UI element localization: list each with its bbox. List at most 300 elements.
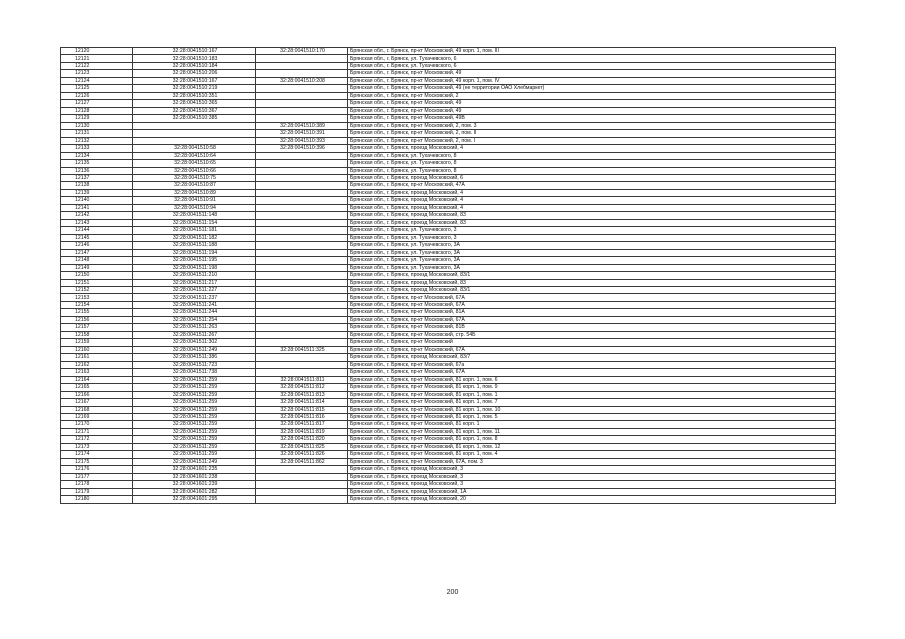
row-number-cell: 12129 [61, 115, 133, 122]
cadastral-number-cell: 32:28:0041510:367 [133, 107, 256, 114]
cadastral-number-cell: 32:28:0041510:167 [133, 48, 256, 55]
parent-cadastral-number-cell [256, 331, 348, 338]
row-number-cell: 12169 [61, 413, 133, 420]
cadastral-number-cell: 32:28:0041510:365 [133, 100, 256, 107]
table-row [61, 354, 836, 361]
address-cell: Брянская обл., г. Брянск, пр-кт Московский, 81 корп. 1, пом. 5 [348, 413, 836, 420]
cadastral-number-cell: 32:28:0041511:259 [133, 384, 256, 391]
table-row [61, 361, 836, 368]
address-cell: Брянская обл., г. Брянск, пр-кт Московский, 49 [348, 100, 836, 107]
cadastral-number-cell: 32:28:0041511:241 [133, 301, 256, 308]
table-row [61, 249, 836, 256]
table-row [61, 451, 836, 458]
cadastral-number-cell: 32:28:0041601:239 [133, 481, 256, 488]
cadastral-number-cell: 32:28:0041511:267 [133, 331, 256, 338]
address-cell: Брянская обл., г. Брянск, проезд Московский, 1А [348, 488, 836, 495]
address-cell: Брянская обл., г. Брянск, проезд Московский, 83 [348, 279, 836, 286]
parent-cadastral-number-cell [256, 197, 348, 204]
address-cell: Брянская обл., г. Брянск, пр-кт Московский, 81 корп. 1, пом. 9 [348, 384, 836, 391]
parent-cadastral-number-cell [256, 316, 348, 323]
row-number-cell: 12166 [61, 391, 133, 398]
table-row [61, 48, 836, 55]
cadastral-number-cell: 32:28:0041511:259 [133, 443, 256, 450]
cadastral-number-cell: 32:28:0041511:259 [133, 391, 256, 398]
address-cell: Брянская обл., г. Брянск, проезд Московский, 83 [348, 212, 836, 219]
table-row [61, 331, 836, 338]
cadastral-number-cell: 32:28:0041510:167 [133, 77, 256, 84]
table-row [61, 189, 836, 196]
row-number-cell: 12160 [61, 346, 133, 353]
parent-cadastral-number-cell [256, 279, 348, 286]
address-cell: Брянская обл., г. Брянск, пр-кт Московский, 67А [348, 301, 836, 308]
row-number-cell: 12144 [61, 227, 133, 234]
address-cell: Брянская обл., г. Брянск, ул. Тухачевского, 6 [348, 62, 836, 69]
cadastral-number-cell: 32:28:0041510:64 [133, 152, 256, 159]
cadastral-number-cell: 32:28:0041511:237 [133, 294, 256, 301]
parent-cadastral-number-cell: 32:28:0041511:815 [256, 406, 348, 413]
table-row [61, 421, 836, 428]
address-cell: Брянская обл., г. Брянск, проезд Московский, 83/1 [348, 287, 836, 294]
row-number-cell: 12151 [61, 279, 133, 286]
cadastral-number-cell: 32:28:0041510:385 [133, 115, 256, 122]
address-cell: Брянская обл., г. Брянск, пр-кт Московский, 81В [348, 324, 836, 331]
parent-cadastral-number-cell [256, 204, 348, 211]
row-number-cell: 12175 [61, 458, 133, 465]
table-row [61, 174, 836, 181]
table-row [61, 137, 836, 144]
register-table [60, 47, 836, 504]
row-number-cell: 12142 [61, 212, 133, 219]
table-row [61, 197, 836, 204]
table-row [61, 324, 836, 331]
parent-cadastral-number-cell: 32:28:0041510:391 [256, 130, 348, 137]
parent-cadastral-number-cell [256, 264, 348, 271]
cadastral-number-cell: 32:28:0041510:206 [133, 70, 256, 77]
cadastral-number-cell: 32:28:0041510:66 [133, 167, 256, 174]
table-body [61, 48, 836, 504]
address-cell: Брянская обл., г. Брянск, пр-кт Московский, 81 корп. 1, пом. 11 [348, 428, 836, 435]
table-row [61, 70, 836, 77]
cadastral-number-cell: 32:28:0041511:198 [133, 264, 256, 271]
parent-cadastral-number-cell [256, 496, 348, 503]
parent-cadastral-number-cell [256, 466, 348, 473]
cadastral-number-cell: 32:28:0041510:219 [133, 85, 256, 92]
parent-cadastral-number-cell [256, 85, 348, 92]
parent-cadastral-number-cell [256, 361, 348, 368]
table-row [61, 443, 836, 450]
cadastral-number-cell [133, 130, 256, 137]
row-number-cell: 12163 [61, 369, 133, 376]
table-row [61, 339, 836, 346]
table-row [61, 152, 836, 159]
cadastral-number-cell: 32:28:0041510:184 [133, 62, 256, 69]
row-number-cell: 12139 [61, 189, 133, 196]
table-row [61, 458, 836, 465]
address-cell: Брянская обл., г. Брянск, ул. Тухачевского, 6 [348, 55, 836, 62]
table-row [61, 413, 836, 420]
table-row [61, 160, 836, 167]
cadastral-number-cell: 32:28:0041511:210 [133, 272, 256, 279]
row-number-cell: 12180 [61, 496, 133, 503]
row-number-cell: 12178 [61, 481, 133, 488]
row-number-cell: 12145 [61, 234, 133, 241]
address-cell: Брянская обл., г. Брянск, пр-кт Московский, 81 корп. 1, пом. 1 [348, 391, 836, 398]
address-cell: Брянская обл., г. Брянск, пр-кт Московский, 67а [348, 361, 836, 368]
parent-cadastral-number-cell: 32:28:0041511:812 [256, 384, 348, 391]
table-row [61, 257, 836, 264]
cadastral-number-cell: 32:28:0041510:65 [133, 160, 256, 167]
cadastral-number-cell: 32:28:0041510:89 [133, 189, 256, 196]
parent-cadastral-number-cell [256, 227, 348, 234]
table-row [61, 85, 836, 92]
table-row [61, 234, 836, 241]
row-number-cell: 12171 [61, 428, 133, 435]
parent-cadastral-number-cell: 32:28:0041510:389 [256, 122, 348, 129]
cadastral-number-cell: 32:28:0041511:259 [133, 451, 256, 458]
cadastral-number-cell: 32:28:0041511:188 [133, 242, 256, 249]
parent-cadastral-number-cell: 32:28:0041510:393 [256, 137, 348, 144]
parent-cadastral-number-cell [256, 100, 348, 107]
row-number-cell: 12161 [61, 354, 133, 361]
parent-cadastral-number-cell: 32:28:0041511:862 [256, 458, 348, 465]
address-cell: Брянская обл., г. Брянск, пр-кт Московский, 67А [348, 316, 836, 323]
address-cell: Брянская обл., г. Брянск, проезд Московский, 83 [348, 219, 836, 226]
row-number-cell: 12155 [61, 309, 133, 316]
address-cell: Брянская обл., г. Брянск, пр-кт Московский, 2, пом. 3 [348, 122, 836, 129]
table-row [61, 62, 836, 69]
row-number-cell: 12164 [61, 376, 133, 383]
row-number-cell: 12153 [61, 294, 133, 301]
cadastral-number-cell: 32:28:0041511:723 [133, 361, 256, 368]
address-cell: Брянская обл., г. Брянск, проезд Московский, 4 [348, 189, 836, 196]
cadastral-number-cell: 32:28:0041510:94 [133, 204, 256, 211]
cadastral-number-cell: 32:28:0041510:75 [133, 174, 256, 181]
row-number-cell: 12135 [61, 160, 133, 167]
address-cell: Брянская обл., г. Брянск, проезд Московский, 4 [348, 145, 836, 152]
table-row [61, 391, 836, 398]
address-cell: Брянская обл., г. Брянск, пр-кт Московский, 49 корп. 1, пом. IV [348, 77, 836, 84]
cadastral-number-cell: 32:28:0041511:195 [133, 257, 256, 264]
address-cell: Брянская обл., г. Брянск, пр-кт Московский, 81 корп. 1, пом. 7 [348, 399, 836, 406]
address-cell: Брянская обл., г. Брянск, пр-кт Московский, 2, пом. I [348, 137, 836, 144]
cadastral-number-cell: 32:28:0041511:738 [133, 369, 256, 376]
cadastral-number-cell: 32:28:0041511:263 [133, 324, 256, 331]
address-cell: Брянская обл., г. Брянск, проезд Московский, 3 [348, 473, 836, 480]
parent-cadastral-number-cell [256, 55, 348, 62]
cadastral-number-cell: 32:28:0041511:259 [133, 436, 256, 443]
row-number-cell: 12165 [61, 384, 133, 391]
table-row [61, 384, 836, 391]
parent-cadastral-number-cell [256, 92, 348, 99]
row-number-cell: 12130 [61, 122, 133, 129]
cadastral-number-cell: 32:28:0041511:249 [133, 458, 256, 465]
parent-cadastral-number-cell: 32:28:0041511:816 [256, 413, 348, 420]
address-cell: Брянская обл., г. Брянск, ул. Тухачевского, 3 [348, 234, 836, 241]
cadastral-number-cell: 32:28:0041511:217 [133, 279, 256, 286]
parent-cadastral-number-cell [256, 212, 348, 219]
address-cell: Брянская обл., г. Брянск, пр-кт Московский, 81А [348, 309, 836, 316]
parent-cadastral-number-cell [256, 369, 348, 376]
parent-cadastral-number-cell [256, 257, 348, 264]
parent-cadastral-number-cell: 32:28:0041511:813 [256, 391, 348, 398]
row-number-cell: 12121 [61, 55, 133, 62]
address-cell: Брянская обл., г. Брянск, пр-кт Московский, 81 корп. 1, пом. 8 [348, 436, 836, 443]
row-number-cell: 12125 [61, 85, 133, 92]
row-number-cell: 12138 [61, 182, 133, 189]
address-cell: Брянская обл., г. Брянск, проезд Московский, 83/1 [348, 272, 836, 279]
table-row [61, 279, 836, 286]
row-number-cell: 12133 [61, 145, 133, 152]
table-row [61, 316, 836, 323]
table-row [61, 294, 836, 301]
parent-cadastral-number-cell [256, 354, 348, 361]
row-number-cell: 12148 [61, 257, 133, 264]
row-number-cell: 12146 [61, 242, 133, 249]
address-cell: Брянская обл., г. Брянск, пр-кт Московский, 67А [348, 369, 836, 376]
address-cell: Брянская обл., г. Брянск, пр-кт Московский [348, 339, 836, 346]
row-number-cell: 12174 [61, 451, 133, 458]
cadastral-number-cell: 32:28:0041511:259 [133, 376, 256, 383]
table-row [61, 376, 836, 383]
page-number: 200 [446, 589, 459, 596]
parent-cadastral-number-cell: 32:28:0041511:819 [256, 428, 348, 435]
table-row [61, 309, 836, 316]
row-number-cell: 12124 [61, 77, 133, 84]
address-cell: Брянская обл., г. Брянск, ул. Тухачевского, 3А [348, 242, 836, 249]
address-cell: Брянская обл., г. Брянск, ул. Тухачевского, 8 [348, 160, 836, 167]
table-row [61, 77, 836, 84]
parent-cadastral-number-cell: 32:28:0041511:325 [256, 346, 348, 353]
table-row [61, 242, 836, 249]
parent-cadastral-number-cell [256, 234, 348, 241]
parent-cadastral-number-cell [256, 309, 348, 316]
cadastral-number-cell: 32:28:0041601:282 [133, 488, 256, 495]
address-cell: Брянская обл., г. Брянск, пр-кт Московский, стр. 54Б [348, 331, 836, 338]
cadastral-number-cell: 32:28:0041511:302 [133, 339, 256, 346]
table-row [61, 212, 836, 219]
parent-cadastral-number-cell: 32:28:0041511:817 [256, 421, 348, 428]
address-cell: Брянская обл., г. Брянск, пр-кт Московский, 67А, пом. 3 [348, 458, 836, 465]
address-cell: Брянская обл., г. Брянск, проезд Московский, 83/7 [348, 354, 836, 361]
table-row [61, 428, 836, 435]
parent-cadastral-number-cell [256, 481, 348, 488]
parent-cadastral-number-cell: 32:28:0041511:820 [256, 436, 348, 443]
cadastral-number-cell [133, 137, 256, 144]
table-row [61, 272, 836, 279]
address-cell: Брянская обл., г. Брянск, ул. Тухачевского, 8 [348, 152, 836, 159]
cadastral-number-cell: 32:28:0041511:259 [133, 413, 256, 420]
address-cell: Брянская обл., г. Брянск, пр-кт Московский, 47А [348, 182, 836, 189]
cadastral-number-cell: 32:28:0041511:254 [133, 316, 256, 323]
row-number-cell: 12136 [61, 167, 133, 174]
cadastral-number-cell: 32:28:0041511:259 [133, 421, 256, 428]
row-number-cell: 12173 [61, 443, 133, 450]
cadastral-number-cell: 32:28:0041511:148 [133, 212, 256, 219]
table-row [61, 55, 836, 62]
address-cell: Брянская обл., г. Брянск, пр-кт Московский, 67А [348, 294, 836, 301]
cadastral-number-cell: 32:28:0041601:295 [133, 496, 256, 503]
row-number-cell: 12158 [61, 331, 133, 338]
parent-cadastral-number-cell: 32:28:0041510:208 [256, 77, 348, 84]
table-row [61, 481, 836, 488]
row-number-cell: 12134 [61, 152, 133, 159]
cadastral-number-cell: 32:28:0041511:154 [133, 219, 256, 226]
parent-cadastral-number-cell [256, 174, 348, 181]
address-cell: Брянская обл., г. Брянск, пр-кт Московский, 81 корп. 1, пом. 6 [348, 376, 836, 383]
row-number-cell: 12140 [61, 197, 133, 204]
cadastral-number-cell [133, 122, 256, 129]
table-row [61, 287, 836, 294]
table-row [61, 182, 836, 189]
parent-cadastral-number-cell [256, 115, 348, 122]
row-number-cell: 12157 [61, 324, 133, 331]
cadastral-number-cell: 32:28:0041511:259 [133, 428, 256, 435]
parent-cadastral-number-cell: 32:28:0041511:826 [256, 451, 348, 458]
address-cell: Брянская обл., г. Брянск, пр-кт Московский, 49 (не территории ОАО Хлебмаркет) [348, 85, 836, 92]
cadastral-number-cell: 32:28:0041510:351 [133, 92, 256, 99]
parent-cadastral-number-cell [256, 219, 348, 226]
address-cell: Брянская обл., г. Брянск, ул. Тухачевского, 3А [348, 264, 836, 271]
address-cell: Брянская обл., г. Брянск, проезд Московский, 4 [348, 197, 836, 204]
parent-cadastral-number-cell [256, 287, 348, 294]
row-number-cell: 12162 [61, 361, 133, 368]
table-row [61, 115, 836, 122]
row-number-cell: 12177 [61, 473, 133, 480]
table-row [61, 406, 836, 413]
address-cell: Брянская обл., г. Брянск, пр-кт Московский, 2, пом. II [348, 130, 836, 137]
row-number-cell: 12137 [61, 174, 133, 181]
address-cell: Брянская обл., г. Брянск, проезд Московский, 20 [348, 496, 836, 503]
table-row [61, 466, 836, 473]
table-row [61, 473, 836, 480]
parent-cadastral-number-cell [256, 107, 348, 114]
parent-cadastral-number-cell [256, 272, 348, 279]
parent-cadastral-number-cell [256, 160, 348, 167]
row-number-cell: 12122 [61, 62, 133, 69]
cadastral-number-cell: 32:28:0041511:259 [133, 406, 256, 413]
address-cell: Брянская обл., г. Брянск, проезд Московский, 6 [348, 174, 836, 181]
row-number-cell: 12120 [61, 48, 133, 55]
address-cell: Брянская обл., г. Брянск, пр-кт Московский, 81 корп. 1, пом. 12 [348, 443, 836, 450]
address-cell: Брянская обл., г. Брянск, пр-кт Московский, 81 корп. 1 [348, 421, 836, 428]
row-number-cell: 12126 [61, 92, 133, 99]
parent-cadastral-number-cell [256, 70, 348, 77]
cadastral-number-cell: 32:28:0041510:91 [133, 197, 256, 204]
row-number-cell: 12154 [61, 301, 133, 308]
parent-cadastral-number-cell [256, 324, 348, 331]
row-number-cell: 12147 [61, 249, 133, 256]
address-cell: Брянская обл., г. Брянск, пр-кт Московский, 49 корп. 1, пом. III [348, 48, 836, 55]
address-cell: Брянская обл., г. Брянск, ул. Тухачевского, 8 [348, 167, 836, 174]
address-cell: Брянская обл., г. Брянск, пр-кт Московский, 81 корп. 1, пом. 10 [348, 406, 836, 413]
table-row [61, 436, 836, 443]
table-row [61, 346, 836, 353]
table-row [61, 399, 836, 406]
row-number-cell: 12123 [61, 70, 133, 77]
parent-cadastral-number-cell [256, 473, 348, 480]
parent-cadastral-number-cell [256, 152, 348, 159]
address-cell: Брянская обл., г. Брянск, пр-кт Московский, 49 [348, 107, 836, 114]
row-number-cell: 12179 [61, 488, 133, 495]
cadastral-number-cell: 32:28:0041511:227 [133, 287, 256, 294]
parent-cadastral-number-cell [256, 182, 348, 189]
row-number-cell: 12156 [61, 316, 133, 323]
row-number-cell: 12172 [61, 436, 133, 443]
address-cell: Брянская обл., г. Брянск, пр-кт Московский, 67А [348, 346, 836, 353]
parent-cadastral-number-cell: 32:28:0041510:170 [256, 48, 348, 55]
address-cell: Брянская обл., г. Брянск, пр-кт Московский, 49 [348, 70, 836, 77]
address-cell: Брянская обл., г. Брянск, ул. Тухачевского, 3А [348, 249, 836, 256]
cadastral-number-cell: 32:28:0041601:238 [133, 473, 256, 480]
parent-cadastral-number-cell [256, 249, 348, 256]
cadastral-number-cell: 32:28:0041511:249 [133, 346, 256, 353]
address-cell: Брянская обл., г. Брянск, пр-кт Московский, 49В [348, 115, 836, 122]
row-number-cell: 12167 [61, 399, 133, 406]
parent-cadastral-number-cell [256, 301, 348, 308]
table-row [61, 145, 836, 152]
row-number-cell: 12141 [61, 204, 133, 211]
address-cell: Брянская обл., г. Брянск, ул. Тухачевского, 3А [348, 257, 836, 264]
parent-cadastral-number-cell [256, 167, 348, 174]
table-row [61, 369, 836, 376]
parent-cadastral-number-cell [256, 189, 348, 196]
parent-cadastral-number-cell [256, 242, 348, 249]
cadastral-number-cell: 32:28:0041511:181 [133, 227, 256, 234]
parent-cadastral-number-cell [256, 294, 348, 301]
cadastral-number-cell: 32:28:0041511:182 [133, 234, 256, 241]
address-cell: Брянская обл., г. Брянск, проезд Московский, 3 [348, 481, 836, 488]
row-number-cell: 12150 [61, 272, 133, 279]
table-row [61, 130, 836, 137]
table-row [61, 204, 836, 211]
row-number-cell: 12176 [61, 466, 133, 473]
table-row [61, 167, 836, 174]
address-cell: Брянская обл., г. Брянск, пр-кт Московский, 2 [348, 92, 836, 99]
cadastral-number-cell: 32:28:0041511:194 [133, 249, 256, 256]
table-row [61, 488, 836, 495]
row-number-cell: 12127 [61, 100, 133, 107]
table-row [61, 92, 836, 99]
cadastral-number-cell: 32:28:0041510:87 [133, 182, 256, 189]
parent-cadastral-number-cell: 32:28:0041511:814 [256, 399, 348, 406]
table-row [61, 100, 836, 107]
row-number-cell: 12132 [61, 137, 133, 144]
row-number-cell: 12159 [61, 339, 133, 346]
cadastral-number-cell: 32:28:0041510:58 [133, 145, 256, 152]
address-cell: Брянская обл., г. Брянск, ул. Тухачевского, 3 [348, 227, 836, 234]
table-row [61, 227, 836, 234]
parent-cadastral-number-cell: 32:28:0041511:811 [256, 376, 348, 383]
cadastral-number-cell: 32:28:0041511:244 [133, 309, 256, 316]
row-number-cell: 12131 [61, 130, 133, 137]
parent-cadastral-number-cell [256, 62, 348, 69]
table-row [61, 122, 836, 129]
parent-cadastral-number-cell [256, 339, 348, 346]
parent-cadastral-number-cell: 32:28:0041510:396 [256, 145, 348, 152]
table-row [61, 264, 836, 271]
table-row [61, 219, 836, 226]
parent-cadastral-number-cell [256, 488, 348, 495]
row-number-cell: 12149 [61, 264, 133, 271]
address-cell: Брянская обл., г. Брянск, проезд Московский, 4 [348, 204, 836, 211]
cadastral-number-cell: 32:28:0041510:183 [133, 55, 256, 62]
row-number-cell: 12152 [61, 287, 133, 294]
cadastral-number-cell: 32:28:0041511:259 [133, 399, 256, 406]
table-row [61, 496, 836, 503]
table-row [61, 301, 836, 308]
table-row [61, 107, 836, 114]
row-number-cell: 12128 [61, 107, 133, 114]
